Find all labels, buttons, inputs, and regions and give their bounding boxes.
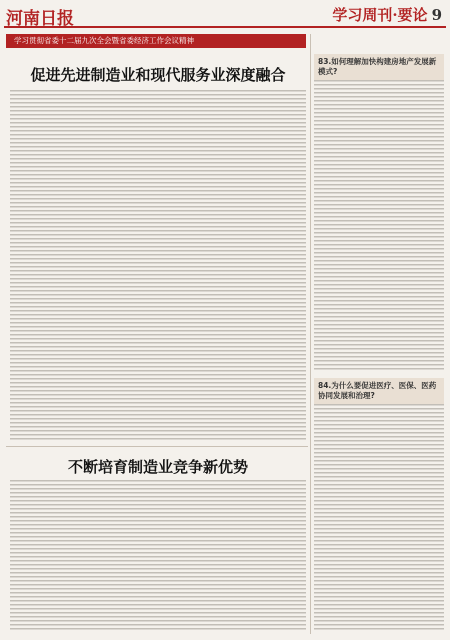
qa-heading-83: 83.如何理解加快构建房地产发展新模式? bbox=[314, 54, 444, 80]
article-1-body bbox=[10, 90, 306, 440]
newspaper-logo: 河南日报 bbox=[6, 9, 74, 29]
qa-84-body bbox=[314, 404, 444, 630]
article-2-body bbox=[10, 480, 306, 630]
article-headline-1: 促进先进制造业和现代服务业深度融合 bbox=[30, 66, 286, 84]
column-divider bbox=[310, 34, 311, 634]
masthead bbox=[4, 4, 446, 28]
horizontal-divider bbox=[6, 446, 308, 447]
qa-83-body bbox=[314, 80, 444, 370]
qa-heading-84: 84.为什么要促进医疗、医保、医药协同发展和治理? bbox=[314, 378, 444, 404]
page-number: 9 bbox=[431, 6, 442, 24]
section-title bbox=[332, 4, 442, 25]
section-name: 学习周刊·要论 bbox=[332, 6, 428, 24]
article-headline-2: 不断培育制造业竞争新优势 bbox=[67, 458, 248, 476]
topic-banner: 学习贯彻省委十二届九次全会暨省委经济工作会议精神 bbox=[6, 34, 306, 48]
